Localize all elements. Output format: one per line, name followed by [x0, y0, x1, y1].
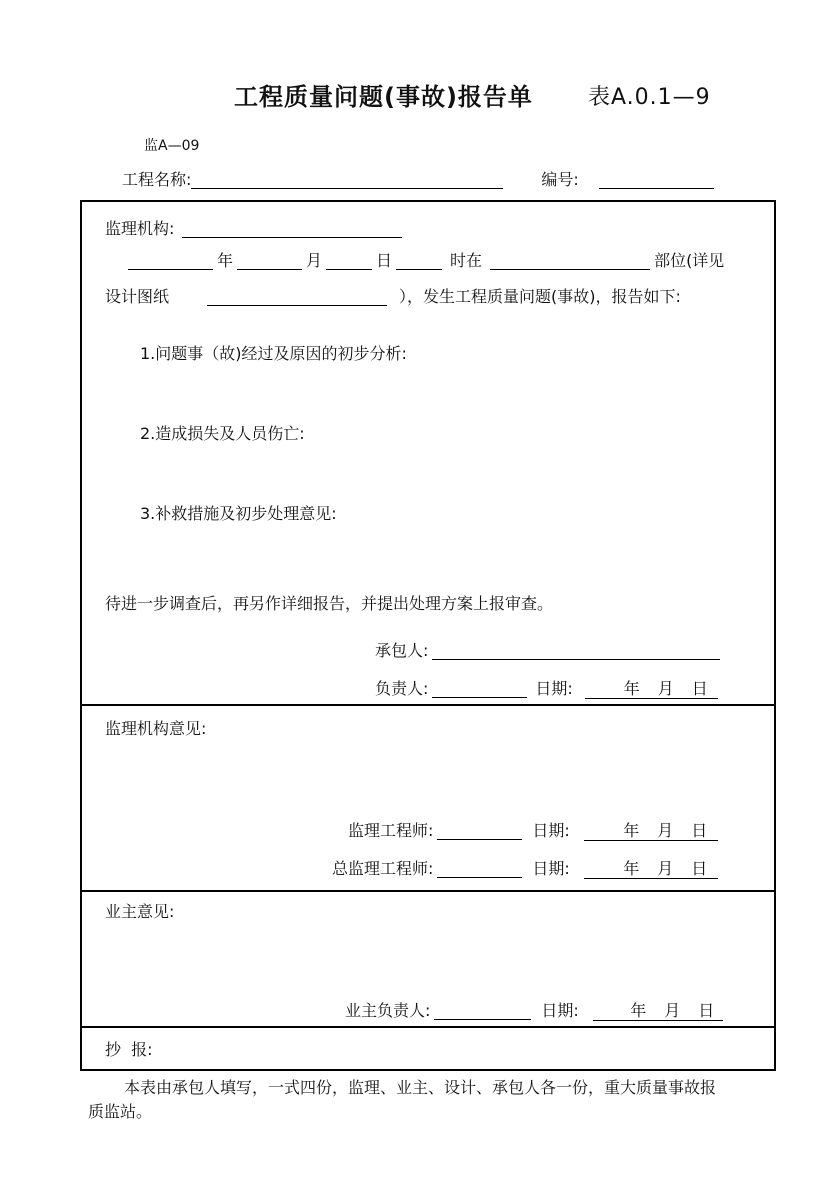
date-label: 日期:	[532, 859, 570, 878]
copy-label: 抄 报:	[105, 1040, 153, 1059]
org-label: 监理机构:	[105, 219, 175, 238]
item-3: 3.补救措施及初步处理意见:	[140, 504, 337, 523]
section-divider	[82, 704, 774, 706]
section-divider	[82, 890, 774, 892]
project-name-field[interactable]	[191, 169, 503, 189]
chief-engineer-label: 总监理工程师:	[332, 859, 434, 878]
engineer-label: 监理工程师:	[348, 821, 434, 840]
engineer-row	[348, 820, 718, 841]
drawing-prefix: 设计图纸	[105, 287, 170, 306]
drawing-field[interactable]	[207, 286, 387, 306]
month-label: 月	[306, 251, 323, 270]
drawing-suffix: ），发生工程质量问题(事故)，报告如下:	[399, 287, 681, 306]
date-location-row	[128, 250, 724, 271]
drawing-row	[105, 286, 681, 307]
date-label: 日期:	[532, 821, 570, 840]
day-label: 日	[376, 251, 393, 270]
doc-code: 监A—09	[144, 138, 200, 154]
time-at-label: 时在	[450, 251, 483, 270]
date-label: 日期:	[535, 679, 573, 698]
responsible-label: 负责人:	[375, 679, 429, 698]
owner-responsible-field[interactable]	[434, 1000, 531, 1020]
followup-note: 待进一步调查后，再另作详细报告，并提出处理方案上报审查。	[105, 594, 554, 613]
month-field[interactable]	[237, 250, 302, 270]
engineer-field[interactable]	[437, 820, 522, 840]
owner-responsible-row	[345, 1000, 723, 1021]
item-1: 1.问题事（故)经过及原因的初步分析:	[140, 344, 407, 363]
org-row	[105, 218, 402, 239]
project-name-label: 工程名称:	[122, 170, 192, 189]
time-field[interactable]	[396, 250, 442, 270]
chief-engineer-field[interactable]	[437, 858, 522, 878]
chief-date-field[interactable]: 年 月 日	[584, 859, 718, 879]
project-row	[122, 169, 714, 190]
owner-responsible-label: 业主负责人:	[345, 1001, 431, 1020]
footer-note-line1: 本表由承包人填写，一式四份，监理、业主、设计、承包人各一份，重大质量事故报	[124, 1078, 717, 1097]
responsible-date-field[interactable]: 年 月 日	[585, 679, 718, 699]
responsible-row	[375, 678, 718, 699]
org-field[interactable]	[182, 218, 402, 238]
footer-note-line2: 质监站。	[88, 1102, 153, 1121]
location-suffix: 部位(详见	[654, 251, 725, 270]
form-title: 工程质量问题(事故)报告单	[234, 83, 533, 111]
year-field[interactable]	[128, 250, 213, 270]
engineer-date-field[interactable]: 年 月 日	[584, 821, 718, 841]
form-table	[80, 200, 776, 1071]
form-code: 表A.0.1—9	[588, 85, 711, 110]
contractor-field[interactable]	[432, 640, 720, 660]
serial-number-field[interactable]	[599, 169, 714, 189]
contractor-row	[375, 640, 720, 661]
contractor-label: 承包人:	[375, 641, 429, 660]
date-label: 日期:	[541, 1001, 579, 1020]
section-divider	[82, 1026, 774, 1028]
supervision-title: 监理机构意见:	[105, 719, 207, 738]
owner-date-field[interactable]: 年 月 日	[593, 1001, 723, 1021]
year-label: 年	[217, 251, 234, 270]
item-2: 2.造成损失及人员伤亡:	[140, 424, 305, 443]
owner-title: 业主意见:	[105, 902, 175, 921]
chief-engineer-row	[332, 858, 718, 879]
serial-label: 编号:	[541, 170, 579, 189]
day-field[interactable]	[326, 250, 372, 270]
responsible-field[interactable]	[432, 678, 527, 698]
location-field[interactable]	[490, 250, 650, 270]
